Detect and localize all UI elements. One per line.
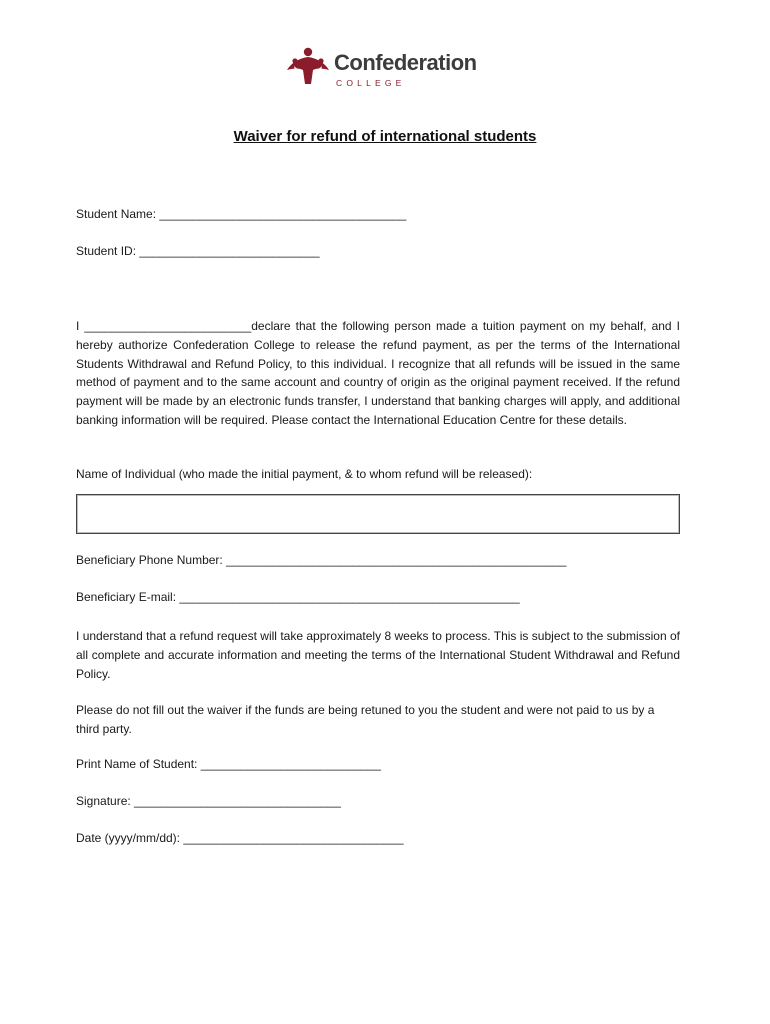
processing-paragraph: I understand that a refund request will take approximately 8 weeks to process. This is subject to the submission of all complete and accurate information and meeting the terms of the International Student Withdrawal and Refund Policy.	[76, 629, 680, 681]
student-id-field[interactable]: Student ID: ___________________________	[76, 244, 320, 258]
logo-wordmark: Confederation	[334, 50, 477, 75]
beneficiary-phone-field[interactable]: Beneficiary Phone Number: ___________________________________________________	[76, 553, 567, 567]
maple-figure-icon	[286, 46, 330, 86]
declaration-paragraph: I _________________________declare that the following person made a tuition payment on my behalf, and I hereby authorize Confederation College to release the refund payment, as per the terms of the International Students Withdrawal and Refund Policy, to this individual. I recognize that all refunds will be issued in the same method of payment and to the same account and country of origin as the original payment received. If the refund payment will be made by an electronic funds transfer, I understand that banking charges will apply, and additional banking information will be required. Please contact the International Education Centre for these details.	[76, 319, 680, 427]
logo-subtitle: COLLEGE	[336, 78, 406, 88]
student-name-field[interactable]: Student Name: _____________________________________	[76, 207, 407, 221]
notice-paragraph: Please do not fill out the waiver if the funds are being retuned to you the student and were not paid to us by a third party.	[76, 703, 655, 736]
individual-label: Name of Individual (who made the initial payment, & to whom refund will be released):	[76, 467, 533, 481]
print-name-field[interactable]: Print Name of Student: ___________________________	[76, 757, 381, 771]
document-title: Waiver for refund of international students	[233, 128, 537, 145]
college-logo	[286, 46, 486, 92]
signature-field[interactable]: Signature: _______________________________	[76, 794, 341, 808]
beneficiary-email-field[interactable]: Beneficiary E-mail: ___________________________________________________	[76, 590, 520, 604]
date-field[interactable]: Date (yyyy/mm/dd): _________________________________	[76, 831, 404, 845]
individual-name-box[interactable]	[76, 494, 680, 534]
